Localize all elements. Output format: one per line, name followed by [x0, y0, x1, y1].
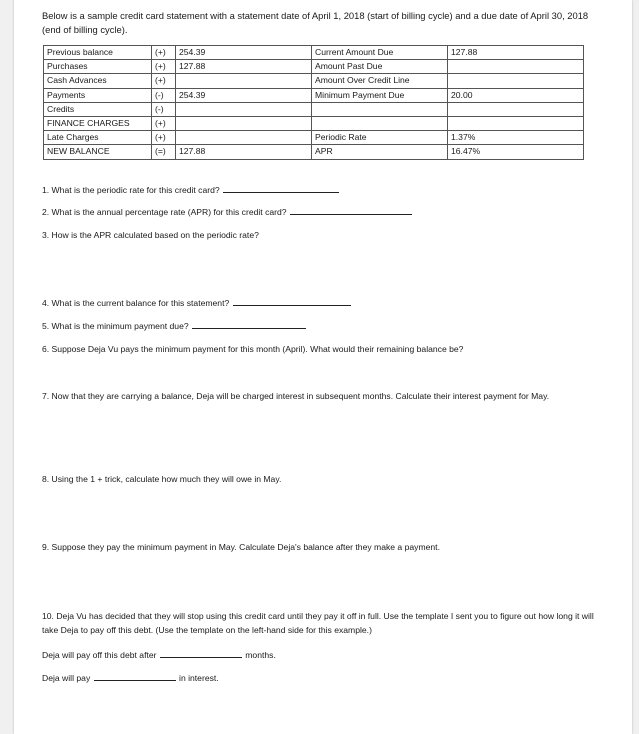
answer-blank-2[interactable]: [290, 205, 412, 215]
row-value: [448, 116, 584, 130]
table-row: [44, 116, 584, 130]
question-3: [42, 228, 602, 242]
interest-prefix: Deja will pay: [42, 673, 91, 683]
row-label: Payments: [44, 88, 152, 102]
question-9: [42, 540, 602, 554]
question-3-text: 3. How is the APR calculated based on the periodic rate?: [42, 230, 259, 240]
row-sign: (+): [152, 60, 176, 74]
row-desc: APR: [312, 145, 448, 159]
question-10-text: 10. Deja Vu has decided that they will stop using this credit card until they pay it off in full. Use the template I sent you to figure out how long it will take Deja to pay off this debt. (Use the template on the left-hand side for this example.): [42, 611, 594, 635]
answer-blank-4[interactable]: [233, 296, 351, 306]
row-amount: 254.39: [176, 88, 312, 102]
row-desc: [312, 116, 448, 130]
row-desc: [312, 102, 448, 116]
row-label: Cash Advances: [44, 74, 152, 88]
question-7: [42, 389, 602, 403]
interest-suffix: in interest.: [179, 673, 219, 683]
question-7-text: 7. Now that they are carrying a balance, Deja will be charged interest in subsequent months. Calculate their interest payment for May.: [42, 391, 550, 401]
table-row: [44, 145, 584, 159]
payoff-months-line: [42, 648, 602, 662]
question-6: [42, 342, 602, 356]
row-value: [448, 60, 584, 74]
payoff-suffix: months.: [245, 650, 276, 660]
row-desc: Periodic Rate: [312, 131, 448, 145]
row-sign: (+): [152, 74, 176, 88]
row-value: 20.00: [448, 88, 584, 102]
row-sign: (+): [152, 46, 176, 60]
answer-blank-1[interactable]: [223, 183, 339, 193]
row-desc: Current Amount Due: [312, 46, 448, 60]
row-label: NEW BALANCE: [44, 145, 152, 159]
row-value: [448, 74, 584, 88]
table-row: [44, 88, 584, 102]
question-8: [42, 472, 602, 486]
question-2-text: 2. What is the annual percentage rate (APR) for this credit card?: [42, 207, 287, 217]
row-desc: Minimum Payment Due: [312, 88, 448, 102]
question-4-text: 4. What is the current balance for this statement?: [42, 298, 230, 308]
question-5-text: 5. What is the minimum payment due?: [42, 321, 189, 331]
payoff-months-blank[interactable]: [160, 648, 242, 658]
statement-table: [43, 45, 584, 160]
row-value: 127.88: [448, 46, 584, 60]
row-label: Purchases: [44, 60, 152, 74]
table-row: [44, 60, 584, 74]
row-value: [448, 102, 584, 116]
question-9-text: 9. Suppose they pay the minimum payment in May. Calculate Deja's balance after they make a payment.: [42, 542, 440, 552]
table-row: [44, 131, 584, 145]
document-page: [14, 0, 632, 734]
table-row: [44, 74, 584, 88]
row-label: Late Charges: [44, 131, 152, 145]
payoff-prefix: Deja will pay off this debt after: [42, 650, 157, 660]
answer-blank-5[interactable]: [192, 319, 306, 329]
interest-line: [42, 671, 602, 685]
row-amount: [176, 102, 312, 116]
row-amount: [176, 131, 312, 145]
row-amount: 254.39: [176, 46, 312, 60]
question-5: [42, 319, 602, 333]
row-desc: Amount Over Credit Line: [312, 74, 448, 88]
question-1-text: 1. What is the periodic rate for this credit card?: [42, 185, 220, 195]
question-4: [42, 296, 602, 310]
interest-blank[interactable]: [94, 671, 176, 681]
row-amount: [176, 116, 312, 130]
row-sign: (+): [152, 131, 176, 145]
row-label: Credits: [44, 102, 152, 116]
row-sign: (+): [152, 116, 176, 130]
question-8-text: 8. Using the 1 + trick, calculate how much they will owe in May.: [42, 474, 282, 484]
row-desc: Amount Past Due: [312, 60, 448, 74]
row-value: 16.47%: [448, 145, 584, 159]
row-sign: (-): [152, 88, 176, 102]
row-sign: (-): [152, 102, 176, 116]
row-sign: (=): [152, 145, 176, 159]
row-value: 1.37%: [448, 131, 584, 145]
question-2: [42, 205, 602, 219]
row-amount: 127.88: [176, 60, 312, 74]
table-row: [44, 102, 584, 116]
row-label: Previous balance: [44, 46, 152, 60]
row-label: FINANCE CHARGES: [44, 116, 152, 130]
row-amount: 127.88: [176, 145, 312, 159]
intro-text: Below is a sample credit card statement with a statement date of April 1, 2018 (start of billing cycle) and a due date of April 30, 2018 (end of billing cycle).: [42, 10, 589, 35]
question-6-text: 6. Suppose Deja Vu pays the minimum payment for this month (April). What would their remaining balance be?: [42, 344, 464, 354]
question-1: [42, 183, 602, 197]
row-amount: [176, 74, 312, 88]
table-row: [44, 46, 584, 60]
question-10: [42, 609, 602, 637]
